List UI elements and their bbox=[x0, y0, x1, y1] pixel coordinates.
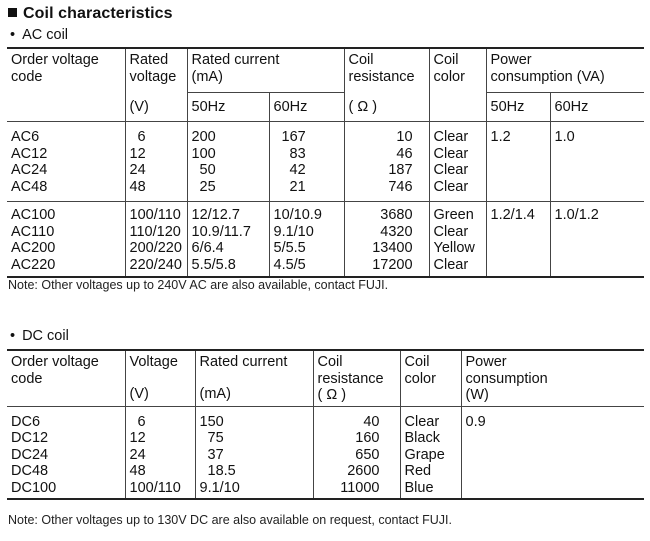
dc-header-power: Power consumption (W) bbox=[461, 350, 644, 406]
ac-header-rated-current: Rated current (mA) bbox=[187, 48, 344, 93]
dc-note: Note: Other voltages up to 130V DC are also available on request, contact FUJI. bbox=[8, 513, 452, 527]
dc-header-coil-color: Coil color bbox=[400, 350, 461, 406]
dc-header-row bbox=[7, 350, 644, 406]
ac-group2-power-60hz: 1.0/1.2 bbox=[550, 202, 644, 278]
ac-subtitle bbox=[10, 27, 68, 43]
ac-header-coil-color: Coil color bbox=[429, 48, 486, 122]
ac-group1-power-60hz: 1.0 bbox=[550, 122, 644, 202]
ac-header-current-60hz: 60Hz bbox=[269, 93, 344, 122]
dc-header-voltage: Voltage (V) bbox=[125, 350, 195, 406]
ac-header-power: Power consumption (VA) bbox=[486, 48, 644, 93]
ac-note: Note: Other voltages up to 240V AC are also available, contact FUJI. bbox=[8, 278, 389, 292]
dc-colors: Clear Black Grape Red Blue bbox=[400, 406, 461, 499]
ac-group1-codes: AC6 AC12 AC24 AC48 bbox=[11, 129, 48, 195]
ac-header-resistance-unit: ( Ω ) bbox=[344, 93, 429, 122]
bullet-icon: • bbox=[10, 328, 16, 344]
section-title bbox=[8, 5, 173, 23]
ac-group-2-row bbox=[7, 202, 644, 278]
section-title-text: Coil characteristics bbox=[23, 5, 173, 22]
ac-header-power-60hz: 60Hz bbox=[550, 93, 644, 122]
ac-group1-power-50hz: 1.2 bbox=[486, 122, 550, 202]
ac-coil-table bbox=[7, 47, 644, 278]
square-bullet-icon bbox=[8, 8, 17, 17]
ac-header-current-50hz: 50Hz bbox=[187, 93, 269, 122]
ac-group1-resistance: 10 46 187 746 bbox=[344, 122, 429, 202]
dc-codes: DC6 DC12 DC24 DC48 DC100 bbox=[11, 413, 57, 496]
dc-data-row bbox=[7, 406, 644, 499]
ac-group-1-row bbox=[7, 122, 644, 202]
ac-group1-colors: Clear Clear Clear Clear bbox=[429, 122, 486, 202]
ac-group1-current-60hz: 167 83 42 21 bbox=[269, 122, 344, 202]
dc-subtitle bbox=[10, 328, 69, 344]
dc-coil-table bbox=[7, 349, 644, 500]
bullet-icon: • bbox=[10, 27, 16, 43]
ac-header-voltage-unit: (V) bbox=[125, 93, 187, 122]
dc-subtitle-text: DC coil bbox=[22, 328, 69, 344]
ac-group1-current-50hz: 200 100 50 25 bbox=[187, 122, 269, 202]
ac-group2-voltages: 100/110 110/120 200/220 220/240 bbox=[125, 202, 187, 278]
ac-header-power-50hz: 50Hz bbox=[486, 93, 550, 122]
ac-header-order-code: Order voltage code bbox=[11, 52, 99, 85]
ac-group2-power-50hz: 1.2/1.4 bbox=[486, 202, 550, 278]
ac-header-row-1 bbox=[7, 48, 644, 93]
ac-group2-current-50hz: 12/12.7 10.9/11.7 6/6.4 5.5/5.8 bbox=[187, 202, 269, 278]
ac-group2-codes: AC100 AC110 AC200 AC220 bbox=[11, 207, 56, 273]
dc-power: 0.9 bbox=[461, 406, 644, 499]
ac-group2-colors: Green Clear Yellow Clear bbox=[429, 202, 486, 278]
ac-subtitle-text: AC coil bbox=[22, 27, 69, 43]
ac-group2-current-60hz: 10/10.9 9.1/10 5/5.5 4.5/5 bbox=[269, 202, 344, 278]
ac-group2-resistance: 3680 4320 13400 17200 bbox=[344, 202, 429, 278]
dc-resistance: 40 160 650 2600 11000 bbox=[313, 406, 400, 499]
dc-header-order-code: Order voltage code bbox=[11, 354, 99, 387]
dc-header-coil-resistance: Coil resistance ( Ω ) bbox=[313, 350, 400, 406]
ac-header-rated-voltage: Rated voltage bbox=[125, 48, 187, 93]
ac-group1-voltages: 6 12 24 48 bbox=[125, 122, 187, 202]
dc-voltages: 6 12 24 48 100/110 bbox=[125, 406, 195, 499]
ac-header-coil-resistance: Coil resistance bbox=[344, 48, 429, 93]
dc-header-rated-current: Rated current (mA) bbox=[195, 350, 313, 406]
dc-current: 150 75 37 18.5 9.1/10 bbox=[195, 406, 313, 499]
